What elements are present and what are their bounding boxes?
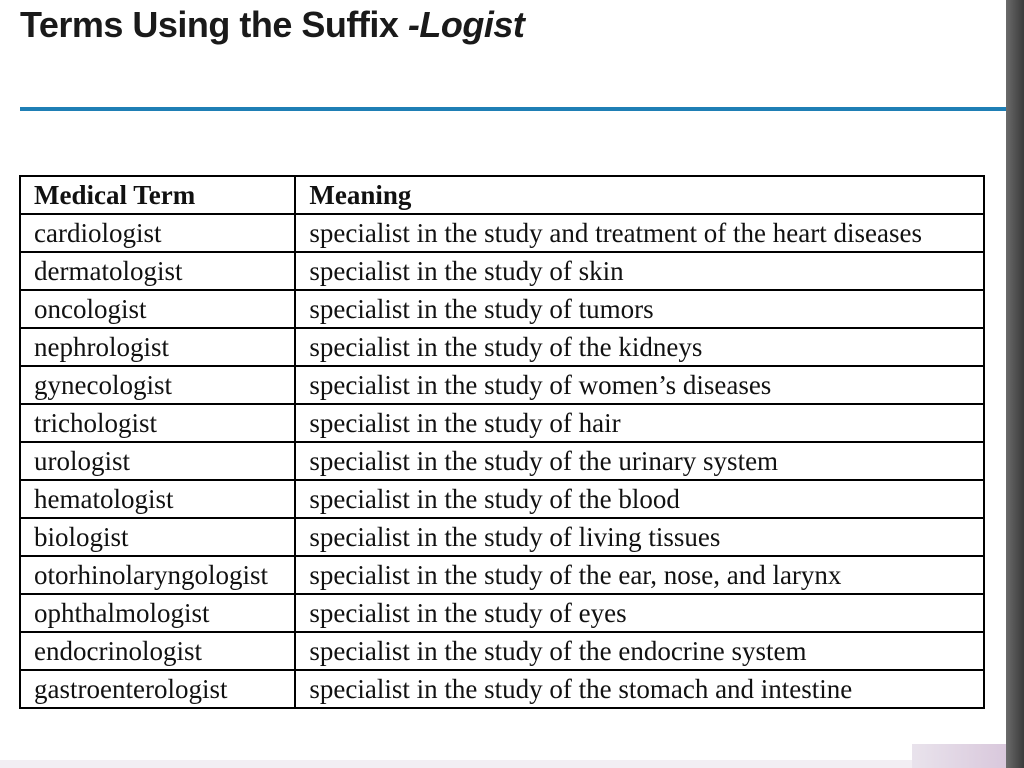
- medical-term-cell: oncologist: [20, 290, 295, 328]
- medical-term-cell: nephrologist: [20, 328, 295, 366]
- header-medical-term: Medical Term: [20, 176, 295, 214]
- table-row: [20, 214, 984, 252]
- title-suffix: -Logist: [407, 4, 525, 45]
- title-prefix: Terms Using the Suffix: [20, 4, 408, 45]
- table-header-row: [20, 176, 984, 214]
- meaning-cell: specialist in the study of women’s diseases: [295, 366, 984, 404]
- header-meaning: Meaning: [295, 176, 984, 214]
- table-row: [20, 366, 984, 404]
- meaning-cell: specialist in the study of the blood: [295, 480, 984, 518]
- meaning-cell: specialist in the study of tumors: [295, 290, 984, 328]
- medical-term-cell: dermatologist: [20, 252, 295, 290]
- corner-accent: [912, 744, 1006, 768]
- medical-term-cell: gynecologist: [20, 366, 295, 404]
- medical-term-cell: otorhinolaryngologist: [20, 556, 295, 594]
- table-row: [20, 594, 984, 632]
- title-underline-rule: [20, 107, 1006, 111]
- table-row: [20, 252, 984, 290]
- medical-term-cell: endocrinologist: [20, 632, 295, 670]
- medical-term-cell: trichologist: [20, 404, 295, 442]
- table-row: [20, 480, 984, 518]
- table-row: [20, 290, 984, 328]
- medical-term-cell: urologist: [20, 442, 295, 480]
- table-row: [20, 670, 984, 708]
- meaning-cell: specialist in the study of the ear, nose, and larynx: [295, 556, 984, 594]
- table-row: [20, 556, 984, 594]
- slide-title: [20, 2, 524, 48]
- meaning-cell: specialist in the study of hair: [295, 404, 984, 442]
- meaning-cell: specialist in the study of living tissues: [295, 518, 984, 556]
- terms-table: [19, 175, 985, 709]
- table-row: [20, 518, 984, 556]
- table-row: [20, 328, 984, 366]
- table-row: [20, 442, 984, 480]
- window-edge: [1006, 0, 1024, 768]
- bottom-strip: [0, 760, 912, 768]
- meaning-cell: specialist in the study of the kidneys: [295, 328, 984, 366]
- medical-term-cell: biologist: [20, 518, 295, 556]
- meaning-cell: specialist in the study of eyes: [295, 594, 984, 632]
- table-row: [20, 404, 984, 442]
- medical-term-cell: cardiologist: [20, 214, 295, 252]
- meaning-cell: specialist in the study of the urinary system: [295, 442, 984, 480]
- meaning-cell: specialist in the study of the endocrine system: [295, 632, 984, 670]
- meaning-cell: specialist in the study of the stomach and intestine: [295, 670, 984, 708]
- table-body: [20, 214, 984, 708]
- medical-term-cell: gastroenterologist: [20, 670, 295, 708]
- meaning-cell: specialist in the study and treatment of the heart diseases: [295, 214, 984, 252]
- medical-term-cell: ophthalmologist: [20, 594, 295, 632]
- table-row: [20, 632, 984, 670]
- meaning-cell: specialist in the study of skin: [295, 252, 984, 290]
- medical-term-cell: hematologist: [20, 480, 295, 518]
